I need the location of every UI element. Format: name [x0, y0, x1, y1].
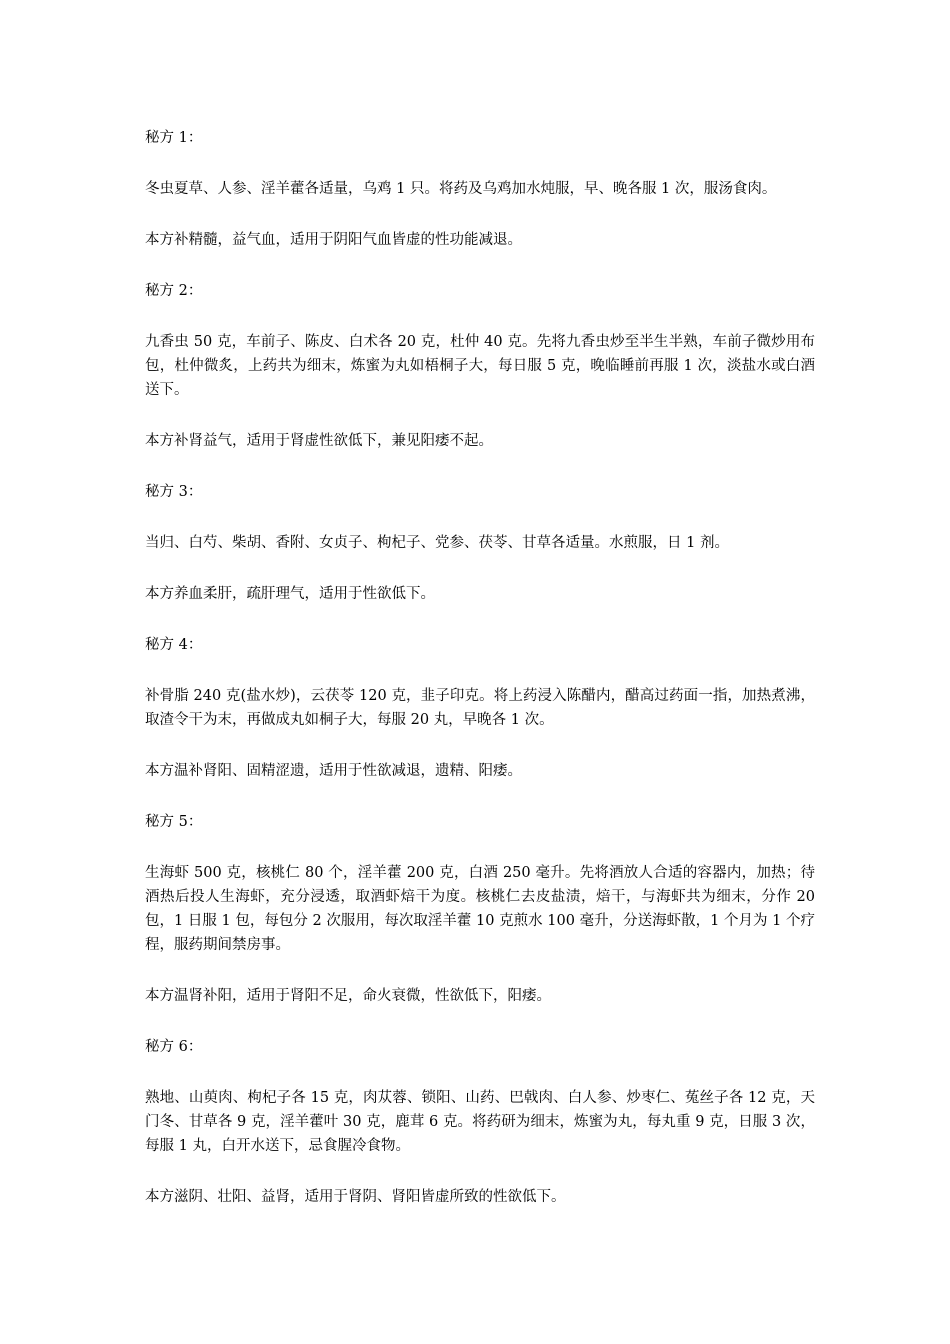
recipe-6-note: 本方滋阴、壮阳、益肾，适用于肾阴、肾阳皆虚所致的性欲低下。: [145, 1189, 566, 1205]
recipe-2-heading: 秘方 2：: [145, 283, 203, 299]
recipe-3-heading: 秘方 3：: [145, 484, 203, 500]
recipe-2-text: 九香虫 50 克，车前子、陈皮、白术各 20 克，杜仲 40 克。先将九香虫炒至半生半熟，车前子微炒用布包，杜仲微炙，上药共为细末，炼蜜为丸如梧桐子大，每日服 5 克，晚临睡前再服 1 次，淡盐水或白酒送下。: [145, 334, 815, 398]
recipe-2-note: 本方补肾益气，适用于肾虚性欲低下，兼见阳痿不起。: [145, 433, 493, 449]
recipe-5-text: 生海虾 500 克，核桃仁 80 个，淫羊藿 200 克，白酒 250 毫升。先将酒放人合适的容器内，加热；待酒热后投人生海虾，充分浸透，取酒虾焙干为度。核桃仁去皮盐渍，焙干，与海虾共为细末，分作 20 包，1 日服 1 包，每包分 2 次服用，每次取淫羊藿 10 克煎水 100 毫升，分送海虾散，1 个月为 1 个疗程，服药期间禁房事。: [145, 865, 815, 953]
recipe-1-heading: 秘方 1：: [145, 130, 203, 146]
recipe-4-heading: 秘方 4：: [145, 637, 203, 653]
recipe-4-text: 补骨脂 240 克(盐水炒)，云茯苓 120 克，韭子印克。将上药浸入陈醋内，醋高过药面一指，加热煮沸，取渣令干为末，再做成丸如桐子大，每服 20 丸，早晚各 1 次。: [145, 688, 815, 728]
recipe-1-note: 本方补精髓，益气血，适用于阴阳气血皆虚的性功能减退。: [145, 232, 522, 248]
recipe-6-heading: 秘方 6：: [145, 1039, 203, 1055]
recipe-3-text: 当归、白芍、柴胡、香附、女贞子、枸杞子、党参、茯苓、甘草各适量。水煎服，日 1 剂。: [145, 535, 729, 551]
recipe-1-text: 冬虫夏草、人参、淫羊藿各适量，乌鸡 1 只。将药及乌鸡加水炖服，早、晚各服 1 次，服汤食肉。: [145, 181, 777, 197]
recipe-3-note: 本方养血柔肝，疏肝理气，适用于性欲低下。: [145, 586, 435, 602]
recipe-5-note: 本方温肾补阳，适用于肾阳不足，命火衰微，性欲低下，阳痿。: [145, 988, 551, 1004]
document-body: [145, 126, 815, 1236]
recipe-5-heading: 秘方 5：: [145, 814, 203, 830]
recipe-6-text: 熟地、山萸肉、枸杞子各 15 克，肉苁蓉、锁阳、山药、巴戟肉、白人参、炒枣仁、菟丝子各 12 克，天门冬、甘草各 9 克，淫羊藿叶 30 克，鹿茸 6 克。将药研为细末，炼蜜为丸，每丸重 9 克，日服 3 次，每服 1 丸，白开水送下，忌食腥冷食物。: [145, 1090, 815, 1154]
recipe-4-note: 本方温补肾阳、固精涩遗，适用于性欲减退，遗精、阳痿。: [145, 763, 522, 779]
